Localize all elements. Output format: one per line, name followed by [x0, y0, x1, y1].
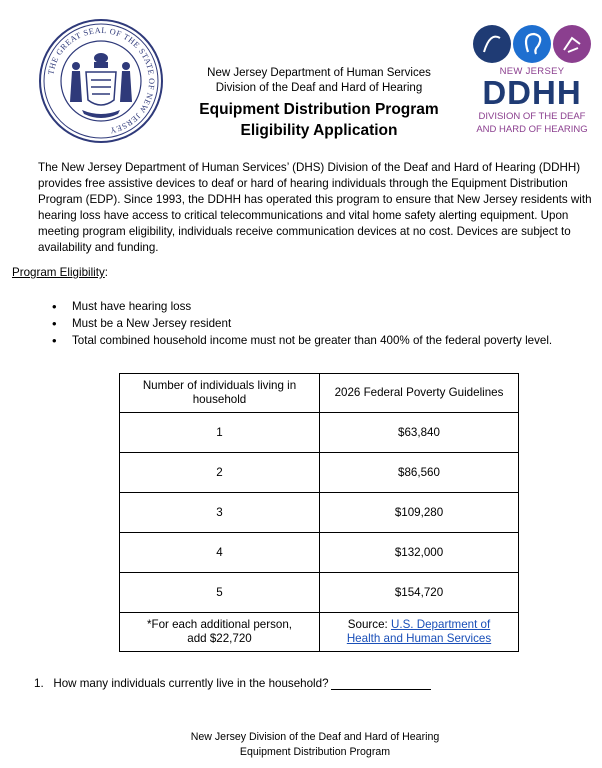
nj-state-seal-icon [38, 18, 164, 144]
household-size-cell: 3 [120, 493, 320, 533]
list-item: • Must be a New Jersey resident [52, 315, 552, 332]
table-header-row [120, 374, 519, 413]
page-footer [150, 730, 480, 760]
source-label: Source: [347, 618, 391, 631]
table-row [120, 493, 519, 533]
household-size-cell: 1 [120, 413, 320, 453]
column-header-household: Number of individuals living in household [120, 374, 320, 413]
household-size-cell: 5 [120, 573, 320, 613]
division-name: Division of the Deaf and Hard of Hearing [215, 82, 423, 94]
additional-person-line-1: *For each additional person, [146, 618, 292, 631]
logo-acronym: DDHH [482, 74, 582, 111]
seal-ring-text: THE GREAT SEAL OF THE STATE OF NEW JERSEY [46, 25, 157, 136]
program-title: Equipment Distribution Program [199, 101, 439, 118]
guideline-amount-cell: $154,720 [320, 573, 519, 613]
source-link-continued[interactable]: Health and Human Services [346, 632, 492, 645]
question-text: How many individuals currently live in the household? [53, 677, 329, 690]
column-header-guidelines: 2026 Federal Poverty Guidelines [320, 374, 519, 413]
guideline-amount-cell: $86,560 [320, 453, 519, 493]
eligibility-heading [12, 266, 108, 279]
question-number: 1. [34, 677, 44, 690]
document-header [175, 66, 463, 141]
logo-state: NEW JERSEY [499, 66, 565, 77]
source-link[interactable]: U.S. Department of [390, 618, 491, 631]
source-cell [320, 613, 519, 652]
table-row [120, 533, 519, 573]
guideline-amount-cell: $109,280 [320, 493, 519, 533]
table-row [120, 413, 519, 453]
list-item: • Total combined household income must not be greater than 400% of the federal poverty level. [52, 332, 552, 349]
intro-paragraph: The New Jersey Department of Human Services’ (DHS) Division of the Deaf and Hard of Hearing (DDHH) provides free assistive devices to deaf or hard of hearing individuals through the Equipment Distribution Program (EDP). Since 1993, the DDHH has operated this program to ensure that New Jersey residents with hearing loss have access to critical telecommunications and vital home safety alerting equipment. Upon meeting program eligibility, individuals receive communication devices at no cost. Devices are subject to availability and funding. [38, 161, 592, 254]
eligibility-heading-colon: : [104, 266, 109, 279]
table-footer-row [120, 613, 519, 652]
agency-name: New Jersey Department of Human Services [207, 67, 431, 79]
logo-line-1: DIVISION OF THE DEAF [478, 111, 586, 122]
footer-line-2: Equipment Distribution Program [239, 746, 391, 758]
additional-person-note [120, 613, 320, 652]
guideline-amount-cell: $63,840 [320, 413, 519, 453]
eligibility-heading-text: Program Eligibility [12, 266, 105, 279]
logo-line-2: AND HARD OF HEARING [476, 124, 588, 135]
application-title: Eligibility Application [240, 122, 398, 139]
ddhh-logo-icon [472, 24, 592, 136]
household-question [34, 676, 431, 690]
poverty-guidelines-table [119, 373, 519, 652]
guideline-amount-cell: $132,000 [320, 533, 519, 573]
table-row [120, 453, 519, 493]
household-count-field[interactable] [331, 676, 431, 690]
household-size-cell: 2 [120, 453, 320, 493]
list-item: • Must have hearing loss [52, 298, 552, 315]
additional-person-line-2: add $22,720 [187, 632, 252, 645]
footer-line-1: New Jersey Division of the Deaf and Hard of Hearing [190, 731, 440, 743]
logo-circles [472, 24, 592, 64]
table-row [120, 573, 519, 613]
eligibility-list [52, 298, 552, 349]
household-size-cell: 4 [120, 533, 320, 573]
